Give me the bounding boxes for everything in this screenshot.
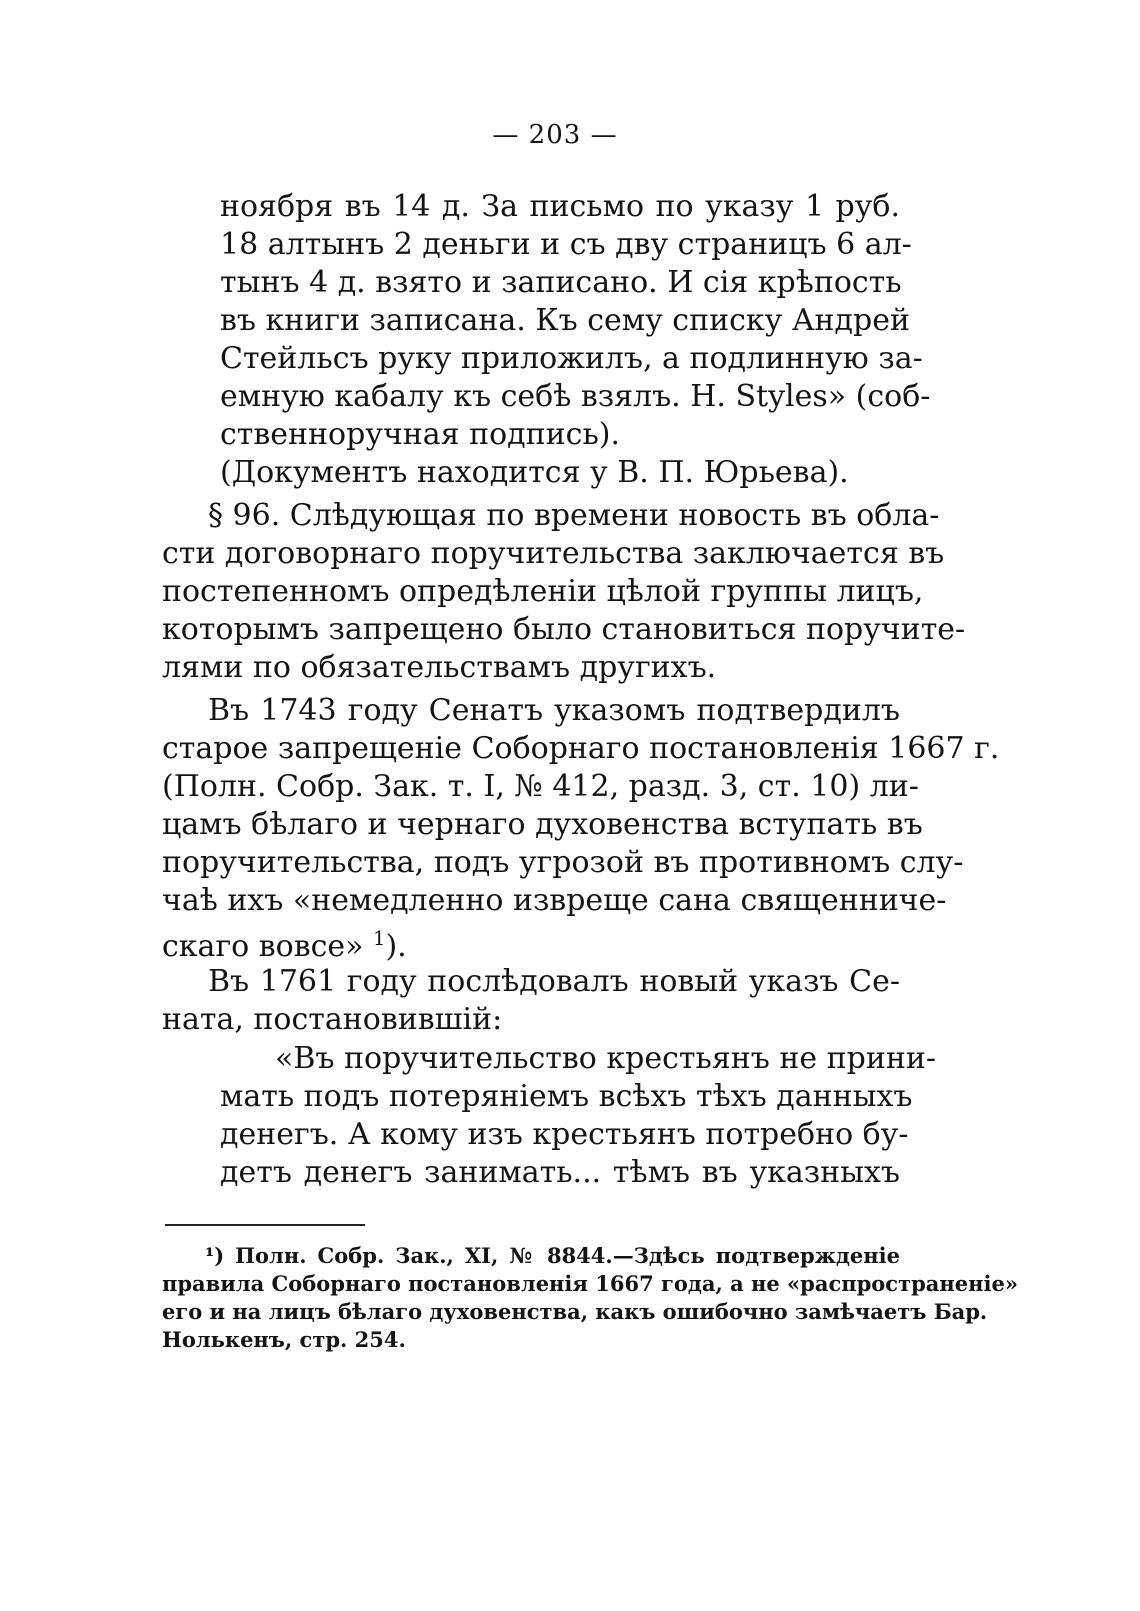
text-line: Въ 1743 году Сенатъ указомъ подтвердилъ: [208, 693, 900, 728]
footnote-line: ¹) Полн. Собр. Зак., XI, № 8844.—Здѣсь подтвержденіе: [205, 1243, 900, 1268]
text-fragment: скаго вовсе»: [162, 929, 374, 964]
text-line: 18 алтынъ 2 деньги и съ дву страницъ 6 ал-: [220, 227, 912, 262]
footnote-marker: 1: [373, 927, 386, 950]
text-line: Въ 1761 году послѣдовалъ новый указъ Се-: [208, 964, 900, 999]
quote-line: денегъ. А кому изъ крестьянъ потребно бу-: [220, 1117, 909, 1152]
text-line: ната, постановившій:: [162, 1002, 503, 1037]
text-line: старое запрещеніе Соборнаго постановленія 1667 г.: [162, 731, 1000, 766]
page-number: — 203 —: [492, 120, 618, 150]
text-line: тынъ 4 д. взято и записано. И сія крѣпость: [220, 265, 902, 300]
footnote-line: его и на лицъ бѣлаго духовенства, какъ ошибочно замѣчаетъ Бар.: [162, 1299, 988, 1324]
text-line: лями по обязательствамъ другихъ.: [162, 650, 717, 685]
quote-line: детъ денегъ занимать... тѣмъ въ указныхъ: [220, 1155, 900, 1190]
text-line: (Полн. Собр. Зак. т. I, № 412, разд. 3, ст. 10) ли-: [162, 769, 919, 804]
text-line: поручительства, подъ угрозой въ противномъ слу-: [162, 845, 964, 880]
text-line: Стейльсъ руку приложилъ, а подлинную за-: [220, 341, 923, 376]
text-line: (Документъ находится у В. П. Юрьева).: [220, 455, 849, 490]
text-fragment: ).: [385, 929, 407, 964]
text-line: емную кабалу къ себѣ взялъ. H. Styles» (соб-: [220, 379, 931, 414]
text-line: чаѣ ихъ «немедленно извреще сана священниче-: [162, 883, 947, 918]
text-line: ноября въ 14 д. За письмо по указу 1 руб.: [220, 189, 900, 224]
text-line: сти договорнаго поручительства заключается въ: [162, 536, 945, 571]
footnote-divider: [165, 1224, 365, 1226]
text-line: § 96. Слѣдующая по времени новость въ обла-: [208, 498, 940, 533]
text-line: постепенномъ опредѣленіи цѣлой группы лицъ,: [162, 574, 924, 609]
footnote-line: Нолькенъ, стр. 254.: [162, 1327, 406, 1352]
footnote-line: правила Соборнаго постановленія 1667 года, а не «распространеніе»: [162, 1271, 1018, 1296]
text-line: цамъ бѣлаго и чернаго духовенства вступать въ: [162, 807, 923, 842]
quote-line: мать подъ потеряніемъ всѣхъ тѣхъ данныхъ: [220, 1079, 913, 1114]
text-line: ственноручная подпись).: [220, 417, 621, 452]
text-line: [162, 919, 900, 967]
quote-line: «Въ поручительство крестьянъ не прини-: [275, 1041, 936, 1076]
text-line: въ книги записана. Къ сему списку Андрей: [220, 303, 910, 338]
text-line: которымъ запрещено было становиться поручите-: [162, 612, 966, 647]
